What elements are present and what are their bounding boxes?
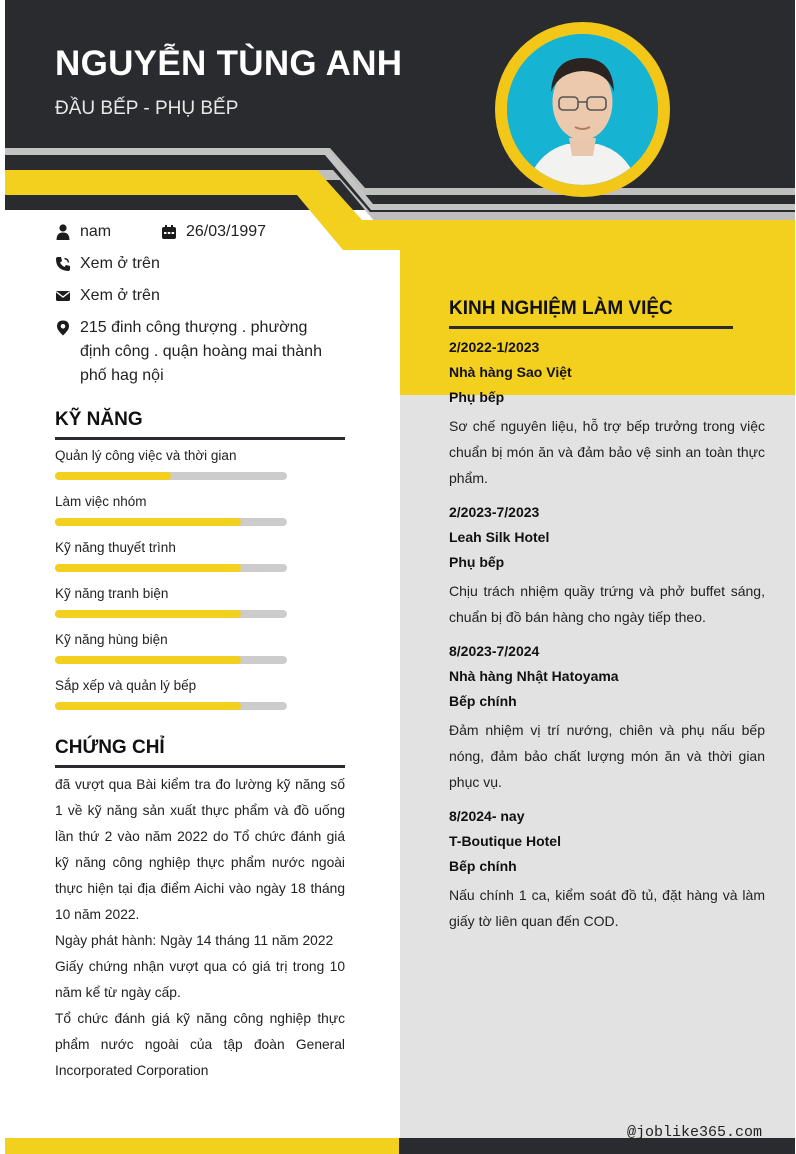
skills-title: KỸ NĂNG (55, 409, 143, 430)
email-value: Xem ở trên (80, 287, 160, 304)
skill-level-fill (55, 472, 171, 480)
skill-level-bar (55, 564, 287, 572)
skill-level-bar (55, 656, 287, 664)
certificates-title-underline (55, 765, 345, 768)
skill-item (55, 585, 295, 618)
certificate-paragraph: đã vượt qua Bài kiểm tra đo lường kỹ năng số 1 về kỹ năng sản xuất thực phẩm và đồ uống lần thứ 2 vào năm 2022 do Tổ chức đánh giá kỹ năng công nghiệp thực phẩm nước ngoài thực hiện tại địa điểm Aichi vào ngày 18 tháng 10 năm 2022. (55, 777, 345, 922)
footer-yellow-bar (5, 1138, 399, 1154)
skill-item (55, 631, 295, 664)
skill-level-fill (55, 702, 241, 710)
experience-title-underline (449, 326, 733, 329)
person-icon (55, 224, 71, 240)
phone-value: Xem ở trên (80, 255, 160, 272)
skill-level-bar (55, 472, 287, 480)
phone-row (55, 252, 335, 276)
skill-label: Kỹ năng thuyết trình (55, 540, 176, 555)
experience-description: Đảm nhiệm vị trí nướng, chiên và phụ nấu bếp nóng, đảm bảo chất lượng món ăn và thời gian phục vụ. (449, 722, 765, 790)
skill-level-fill (55, 610, 241, 618)
experience-item (449, 805, 765, 934)
skill-item (55, 677, 295, 710)
experience-title: KINH NGHIỆM LÀM VIỆC (449, 298, 673, 319)
skills-title-underline (55, 437, 345, 440)
email-row (55, 284, 335, 308)
experience-description: Chịu trách nhiệm quầy trứng và phở buffet sáng, chuẩn bị đồ bán hàng cho ngày tiếp theo. (449, 583, 765, 625)
skill-item (55, 447, 295, 480)
skill-level-bar (55, 518, 287, 526)
website-watermark: @joblike365.com (627, 1124, 763, 1141)
experience-date: 8/2023-7/2024 (449, 643, 540, 659)
experience-date: 2/2023-7/2023 (449, 504, 540, 520)
experience-company: Leah Silk Hotel (449, 529, 550, 545)
skill-label: Sắp xếp và quản lý bếp (55, 678, 197, 693)
skill-level-fill (55, 564, 241, 572)
location-pin-icon (55, 320, 71, 336)
experience-item (449, 640, 765, 795)
skill-label: Kỹ năng tranh biện (55, 586, 169, 601)
skill-level-fill (55, 656, 241, 664)
certificate-paragraph: Tổ chức đánh giá kỹ năng công nghiệp thực phẩm nước ngoài của tập đoàn General Incorporated Corporation (55, 1011, 345, 1078)
experience-position: Bếp chính (449, 693, 517, 709)
skill-level-bar (55, 702, 287, 710)
experience-position: Phụ bếp (449, 389, 505, 405)
certificates-title: CHỨNG CHỈ (55, 737, 165, 758)
experience-item (449, 501, 765, 630)
experience-date: 2/2022-1/2023 (449, 339, 540, 355)
experience-position: Phụ bếp (449, 554, 505, 570)
experience-description: Sơ chế nguyên liệu, hỗ trợ bếp trưởng trong việc chuẩn bị món ăn và đảm bảo vệ sinh an toàn thực phẩm. (449, 418, 765, 486)
skill-level-bar (55, 610, 287, 618)
experience-description: Nấu chính 1 ca, kiểm soát đồ tủ, đặt hàng và làm giấy tờ liên quan đến COD. (449, 887, 765, 929)
avatar-ring (495, 22, 670, 197)
skill-label: Kỹ năng hùng biện (55, 632, 168, 647)
experience-position: Bếp chính (449, 858, 517, 874)
birthdate-row (161, 220, 331, 244)
birthdate-value: 26/03/1997 (186, 223, 267, 240)
experience-company: Nhà hàng Nhật Hatoyama (449, 668, 619, 684)
skill-item (55, 539, 295, 572)
experience-company: T-Boutique Hotel (449, 833, 561, 849)
address-row (55, 316, 335, 388)
experience-date: 8/2024- nay (449, 808, 525, 824)
experience-company: Nhà hàng Sao Việt (449, 364, 572, 380)
address-value: 215 đinh công thượng . phường định công . quận hoàng mai thành phố hag nội (80, 319, 322, 384)
cv-page (5, 0, 795, 1154)
candidate-name: NGUYỄN TÙNG ANH (55, 44, 403, 83)
gender-row (55, 220, 155, 244)
email-icon (55, 288, 71, 304)
skill-item (55, 493, 295, 526)
avatar-photo (507, 34, 658, 185)
skill-label: Làm việc nhóm (55, 494, 147, 509)
certificates-content (55, 772, 345, 1084)
certificate-paragraph: Giấy chứng nhận vượt qua có giá trị trong 10 năm kể từ ngày cấp. (55, 959, 345, 1000)
experience-item (449, 336, 765, 491)
calendar-icon (161, 224, 177, 240)
phone-icon (55, 256, 71, 272)
gender-value: nam (80, 223, 112, 240)
candidate-role: ĐẦU BẾP - PHỤ BẾP (55, 98, 239, 119)
skill-label: Quản lý công việc và thời gian (55, 448, 237, 463)
skill-level-fill (55, 518, 241, 526)
certificate-paragraph: Ngày phát hành: Ngày 14 tháng 11 năm 2022 (55, 933, 334, 948)
